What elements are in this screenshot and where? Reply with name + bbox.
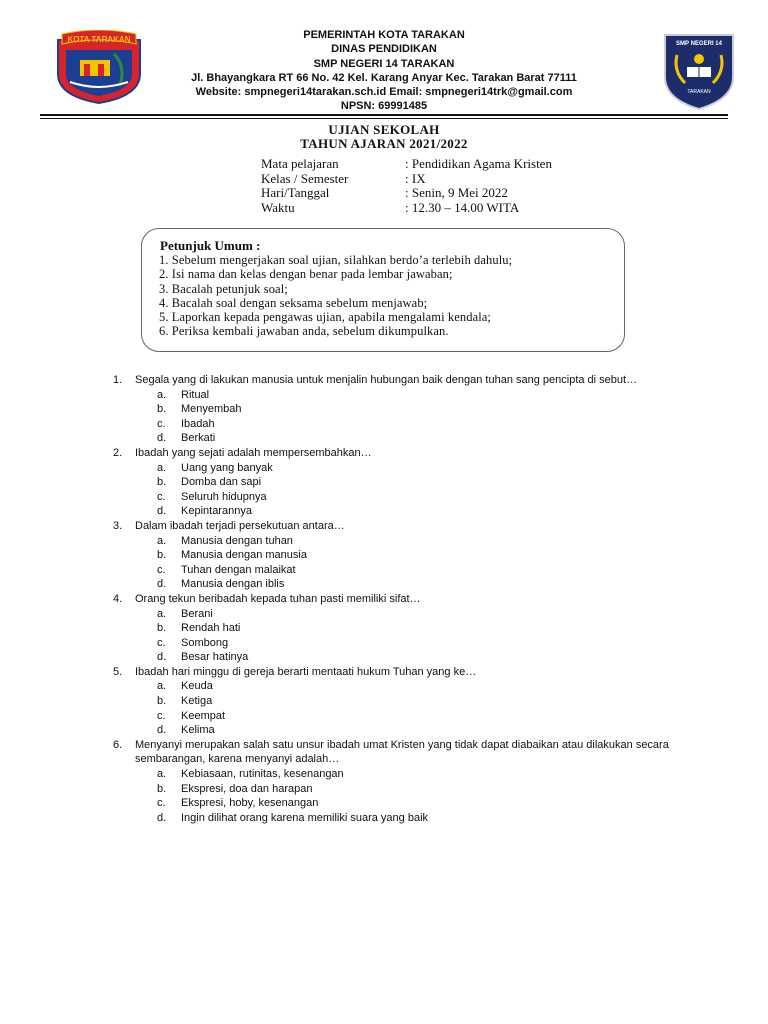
info-row-subject	[261, 157, 552, 172]
option-letter: a.	[157, 461, 167, 474]
question-number: 3.	[113, 519, 123, 532]
option-text: Ketiga	[181, 695, 213, 708]
option-text: Ekspresi, doa dan harapan	[181, 782, 313, 795]
option-list	[157, 461, 673, 519]
option-c	[157, 636, 673, 651]
option-a	[157, 388, 673, 403]
question-text: Ibadah hari minggu di gereja berarti mentaati hukum Tuhan yang ke…	[135, 665, 477, 678]
question-number: 5.	[113, 665, 123, 678]
option-a	[157, 461, 673, 476]
option-a	[157, 679, 673, 694]
instructions-title: Petunjuk Umum :	[160, 238, 261, 253]
info-value: : Pendidikan Agama Kristen	[405, 156, 552, 171]
option-c	[157, 563, 673, 578]
option-text: Seluruh hidupnya	[181, 490, 267, 503]
option-letter: b.	[157, 476, 167, 489]
option-text: Manusia dengan manusia	[181, 549, 307, 562]
question-text: Ibadah yang sejati adalah mempersembahkan…	[135, 446, 372, 459]
option-a	[157, 607, 673, 622]
question-2	[113, 446, 673, 519]
option-letter: d.	[157, 432, 167, 445]
option-letter: a.	[157, 768, 167, 781]
option-letter: d.	[157, 724, 167, 737]
info-value: : IX	[405, 170, 426, 186]
instruction-item: 2. Isi nama dan kelas dengan benar pada lembar jawaban;	[159, 267, 453, 282]
option-letter: c.	[157, 709, 166, 722]
option-text: Manusia dengan tuhan	[181, 534, 293, 547]
option-d	[157, 811, 673, 826]
info-value: : 12.30 – 14.00 WITA	[405, 199, 520, 215]
question-number: 1.	[113, 374, 123, 386]
option-letter: c.	[157, 563, 166, 576]
question-number: 6.	[113, 738, 123, 751]
instruction-item: 5. Laporkan kepada pengawas ujian, apabila mengalami kendala;	[159, 310, 492, 325]
info-label: Kelas / Semester	[261, 170, 349, 186]
option-list	[157, 767, 673, 825]
instruction-item: 3. Bacalah petunjuk soal;	[159, 281, 288, 296]
option-text: Manusia dengan iblis	[181, 578, 285, 591]
option-letter: a.	[157, 607, 167, 620]
option-letter: d.	[157, 505, 167, 518]
letterhead-contact: Website: smpnegeri14tarakan.sch.id Email: smpnegeri14trk@gmail.com	[195, 86, 573, 99]
option-text: Kebiasaan, rutinitas, kesenangan	[181, 768, 344, 781]
question-number: 4.	[113, 592, 123, 605]
option-text: Kepintarannya	[181, 505, 252, 518]
letterhead-government: PEMERINTAH KOTA TARAKAN	[303, 29, 465, 41]
option-b	[157, 694, 673, 709]
letterhead-npsn: NPSN: 69991485	[340, 100, 428, 113]
option-d	[157, 431, 673, 446]
option-d	[157, 504, 673, 519]
letterhead-address: Jl. Bhayangkara RT 66 No. 42 Kel. Karang Anyar Kec. Tarakan Barat 77111	[191, 71, 577, 84]
option-letter: c.	[157, 490, 166, 503]
instruction-item: 1. Sebelum mengerjakan soal ujian, silahkan berdo’a terlebih dahulu;	[159, 253, 513, 267]
option-text: Keuda	[181, 680, 213, 693]
option-letter: c.	[157, 797, 166, 810]
option-text: Ibadah	[181, 417, 215, 430]
svg-text:TARAKAN: TARAKAN	[687, 89, 711, 95]
question-text: Menyanyi merupakan salah satu unsur ibadah umat Kristen yang tidak dapat diabaikan atau dilakukan secara sembarangan, karena menyanyi adalah…	[135, 738, 669, 766]
question-number: 2.	[113, 446, 123, 459]
option-letter: c.	[157, 417, 166, 430]
letterhead	[150, 28, 618, 114]
option-a	[157, 534, 673, 549]
option-letter: b.	[157, 782, 167, 795]
letterhead-divider-thick	[40, 114, 728, 116]
exam-title-line2: TAHUN AJARAN 2021/2022	[300, 136, 468, 151]
option-c	[157, 490, 673, 505]
smp-negeri-14-logo	[661, 31, 737, 111]
option-d	[157, 723, 673, 738]
exam-title	[0, 123, 768, 151]
question-3	[113, 519, 673, 592]
option-letter: d.	[157, 578, 167, 591]
option-letter: d.	[157, 651, 167, 664]
option-list	[157, 607, 673, 665]
instructions-box	[141, 228, 625, 352]
option-c	[157, 709, 673, 724]
option-text: Rendah hati	[181, 622, 241, 635]
option-text: Menyembah	[181, 403, 242, 416]
option-d	[157, 650, 673, 665]
option-b	[157, 402, 673, 417]
option-letter: d.	[157, 811, 167, 824]
option-text: Ritual	[181, 388, 210, 401]
option-b	[157, 782, 673, 797]
option-text: Sombong	[181, 636, 229, 649]
option-list	[157, 388, 673, 446]
option-a	[157, 767, 673, 782]
option-text: Tuhan dengan malaikat	[181, 563, 296, 576]
info-row-time	[261, 201, 552, 216]
option-text: Berani	[181, 607, 213, 620]
option-text: Berkati	[181, 432, 216, 445]
option-letter: a.	[157, 388, 167, 401]
option-letter: c.	[157, 636, 166, 649]
letterhead-divider-thin	[40, 118, 728, 119]
question-text: Orang tekun beribadah kepada tuhan pasti memiliki sifat…	[135, 592, 421, 605]
option-c	[157, 796, 673, 811]
question-6	[113, 738, 673, 826]
option-b	[157, 548, 673, 563]
svg-text:KOTA TARAKAN: KOTA TARAKAN	[67, 35, 131, 44]
svg-text:SMP NEGERI 14: SMP NEGERI 14	[676, 41, 722, 47]
option-text: Keempat	[181, 709, 226, 722]
info-row-date	[261, 186, 552, 201]
instruction-item: 6. Periksa kembali jawaban anda, sebelum dikumpulkan.	[159, 324, 449, 339]
info-label: Mata pelajaran	[261, 156, 339, 171]
info-value: : Senin, 9 Mei 2022	[405, 185, 508, 200]
option-letter: a.	[157, 534, 167, 547]
option-letter: a.	[157, 680, 167, 693]
option-list	[157, 679, 673, 737]
option-letter: b.	[157, 549, 167, 562]
option-text: Ingin dilihat orang karena memiliki suara yang baik	[181, 811, 429, 824]
option-text: Ekspresi, hoby, kesenangan	[181, 797, 319, 810]
option-letter: b.	[157, 403, 167, 416]
option-text: Besar hatinya	[181, 651, 249, 664]
kota-tarakan-logo	[54, 30, 144, 104]
letterhead-department: DINAS PENDIDIKAN	[331, 43, 437, 56]
question-text: Dalam ibadah terjadi persekutuan antara…	[135, 519, 345, 532]
info-label: Hari/Tanggal	[261, 185, 330, 200]
option-b	[157, 621, 673, 636]
question-list	[113, 373, 673, 825]
question-4	[113, 592, 673, 665]
question-5	[113, 665, 673, 738]
instructions-list	[159, 253, 512, 339]
info-row-class	[261, 172, 552, 187]
option-text: Kelima	[181, 724, 215, 737]
option-text: Uang yang banyak	[181, 461, 273, 474]
instruction-item: 4. Bacalah soal dengan seksama sebelum menjawab;	[159, 295, 428, 310]
option-d	[157, 577, 673, 592]
exam-title-line1: UJIAN SEKOLAH	[328, 122, 440, 137]
option-c	[157, 417, 673, 432]
option-b	[157, 475, 673, 490]
info-label: Waktu	[261, 199, 295, 215]
option-list	[157, 534, 673, 592]
letterhead-school: SMP NEGERI 14 TARAKAN	[313, 57, 455, 70]
question-1	[113, 373, 673, 446]
option-letter: b.	[157, 622, 167, 635]
option-letter: b.	[157, 695, 167, 708]
question-text: Segala yang di lakukan manusia untuk menjalin hubungan baik dengan tuhan sang pencipta di sebut…	[135, 374, 638, 386]
exam-info-table	[261, 157, 552, 215]
option-text: Domba dan sapi	[181, 476, 262, 489]
